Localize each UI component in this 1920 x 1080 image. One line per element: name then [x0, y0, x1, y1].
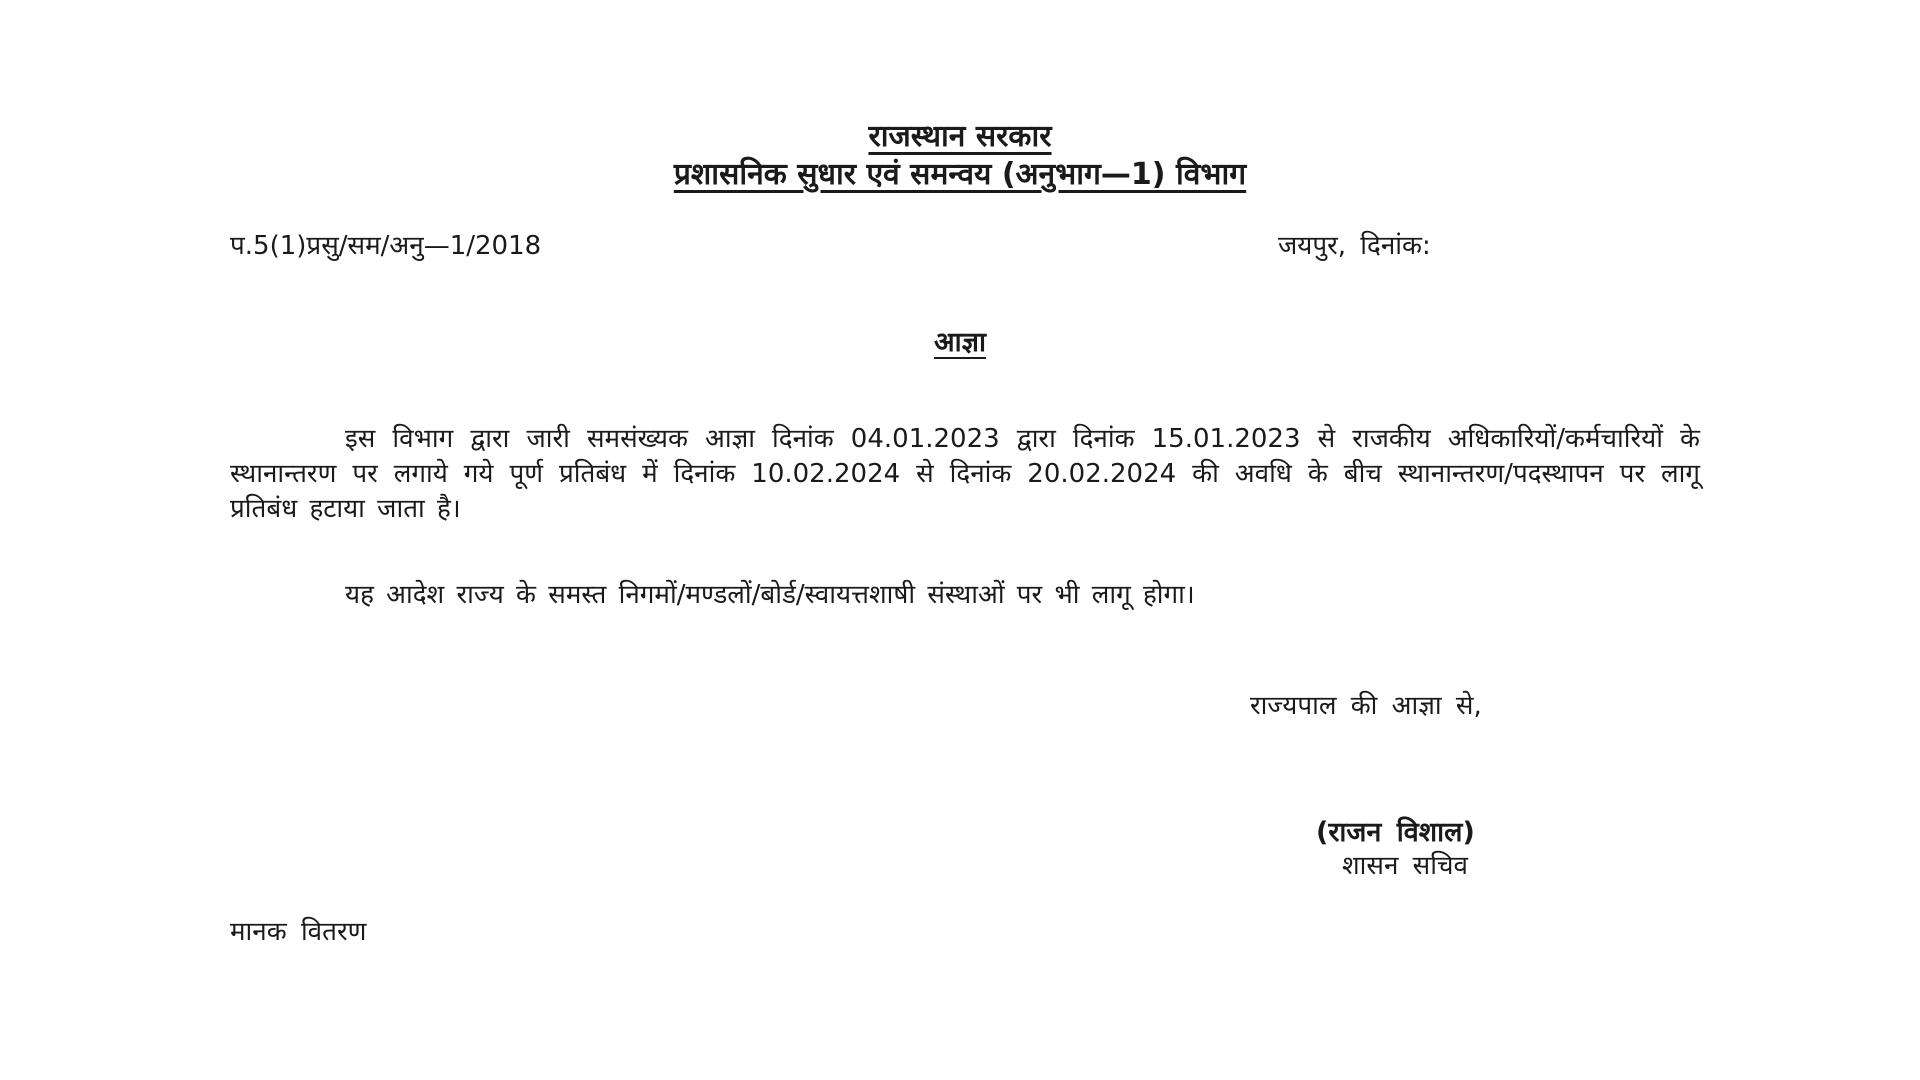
department-heading: प्रशासनिक सुधार एवं समन्वय (अनुभाग—1) विभाग [673, 157, 1247, 192]
order-paragraph-2: यह आदेश राज्य के समस्त निगमों/मण्डलों/बोर्ड/स्वायत्तशाषी संस्थाओं पर भी लागू होगा। [345, 580, 1195, 610]
government-heading: राजस्थान सरकार [868, 119, 1052, 154]
distribution-note: मानक वितरण [230, 917, 367, 947]
signatory-name: (राजन विशाल) [1316, 817, 1475, 848]
place-date: जयपुर, दिनांक: [1278, 231, 1431, 261]
order-paragraph-1: इस विभाग द्वारा जारी समसंख्यक आज्ञा दिनांक 04.01.2023 द्वारा दिनांक 15.01.2023 से राजकीय अधिकारियों/कर्मचारियों के स्थानान्तरण पर लगाये गये पूर्ण प्रतिबंध में दिनांक 10.02.2024 से दिनांक 20.02.2024 की अवधि के बीच स्थानान्तरण/पदस्थापन पर लागू प्रतिबंध हटाया जाता है। [230, 424, 1700, 524]
order-title: आज्ञा [934, 327, 986, 358]
closing-line: राज्यपाल की आज्ञा से, [1250, 691, 1482, 721]
signatory-designation: शासन सचिव [1342, 851, 1468, 881]
file-number: प.5(1)प्रसु/सम/अनु—1/2018 [230, 231, 542, 261]
